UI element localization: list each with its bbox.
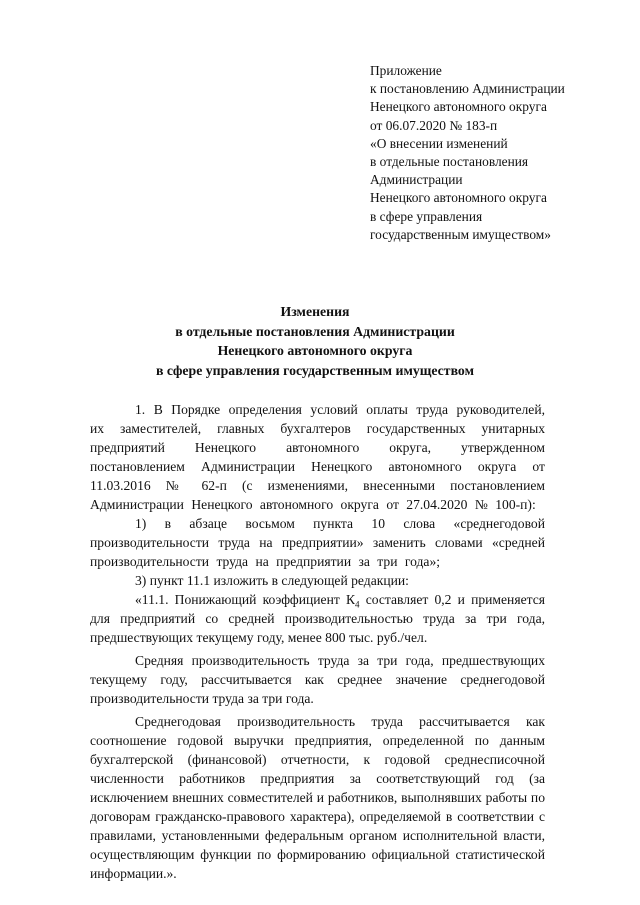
paragraph-6: Среднегодовая производительность труда рассчитывается как соотношение годовой выручки предприятия, определенной по данным бухгалтерской (финансовой) отчетности, к годовой среднесписочной численности работников предприятия за соответствующий год (за исключением внешних совместителей и работников, выполнявших работы по договорам гражданско-правового характера), определяемой в соответствии с правилами, установленными федеральным органом исполнительной власти, осуществляющим функции по формированию официальной статистической информации.». bbox=[90, 714, 545, 881]
appendix-header bbox=[370, 62, 632, 244]
appendix-line: Ненецкого автономного округа bbox=[370, 99, 547, 115]
paragraph-2: 1) в абзаце восьмом пункта 10 слова «среднегодовой производительности труда на предприятии» заменить словами «средней производительности труда на предприятии за три года»; bbox=[90, 516, 545, 569]
appendix-line: Приложение bbox=[370, 63, 442, 78]
paragraph-4-start: «11.1. Понижающий коэффициент К bbox=[135, 592, 356, 607]
appendix-line: «О внесении изменений bbox=[370, 135, 508, 151]
appendix-line: к постановлению Администрации bbox=[370, 81, 565, 97]
paragraph-4-rest: составляет 0,2 и применяется для предприятий со средней производительностью труда за три года, предшествующих текущему году, менее 800 тыс. руб./чел. bbox=[90, 592, 545, 645]
appendix-line: в сфере управления bbox=[370, 208, 483, 224]
paragraph-5: Средняя производительность труда за три года, предшествующих текущему году, рассчитывается как среднее значение среднегодовой производительности труда за три года. bbox=[90, 653, 545, 706]
document-title bbox=[90, 302, 540, 380]
appendix-line: государственным имуществом» bbox=[370, 226, 551, 242]
paragraph-3: 3) пункт 11.1 изложить в следующей редакции: bbox=[135, 573, 409, 588]
coefficient-subscript: 4 bbox=[355, 599, 360, 610]
paragraph-1: 1. В Порядке определения условий оплаты труда руководителей, их заместителей, главных бухгалтеров государственных унитарных предприятий Ненецкого автономного округа, утвержденном постановлением Администрации Ненецкого автономного округа от 11.03.2016 № 62-п (с изменениями, внесенными постановлением Администрации Ненецкого автономного округа от 27.04.2020 № 100-п): bbox=[90, 402, 545, 512]
title-line: Изменения bbox=[280, 304, 350, 319]
appendix-line: от 06.07.2020 № 183-п bbox=[370, 117, 498, 133]
appendix-line: в отдельные постановления bbox=[370, 154, 529, 170]
appendix-line: Администрации bbox=[370, 172, 463, 188]
document-body bbox=[90, 400, 545, 883]
title-line: в отдельные постановления Администрации bbox=[175, 323, 455, 339]
appendix-line: Ненецкого автономного округа bbox=[370, 190, 547, 206]
title-line: Ненецкого автономного округа bbox=[217, 343, 413, 359]
title-line: в сфере управления государственным имуществом bbox=[156, 362, 474, 378]
paragraph-4 bbox=[90, 590, 545, 647]
